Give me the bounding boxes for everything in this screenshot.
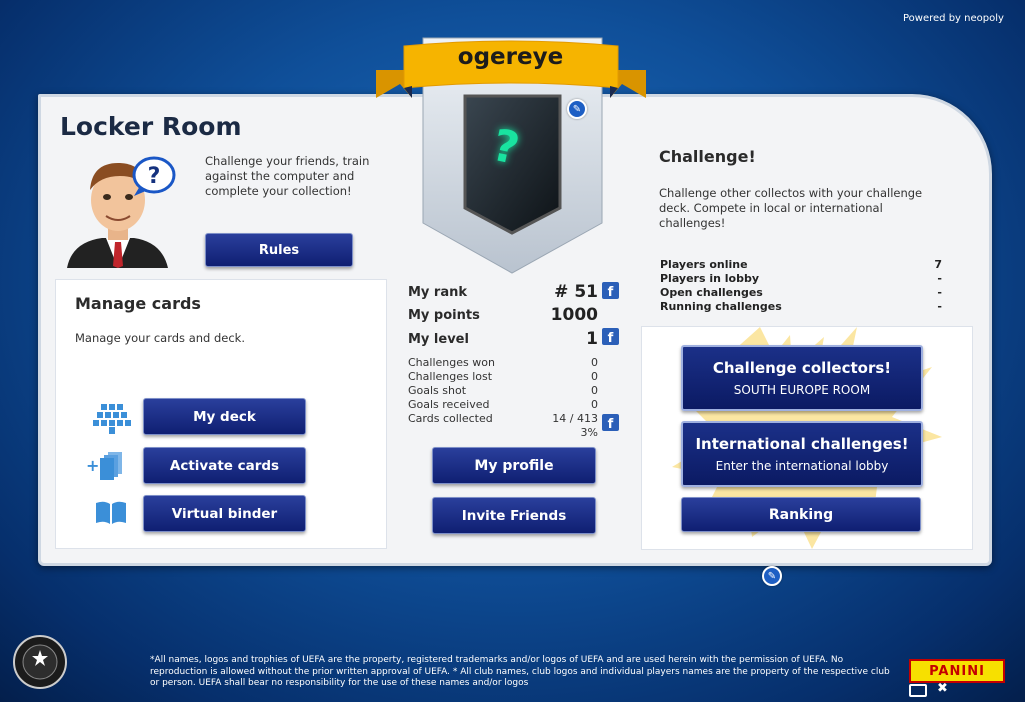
facebook-share-cards-icon[interactable]: f <box>602 414 619 431</box>
deck-grid-icon <box>92 404 132 434</box>
international-challenges-button[interactable] <box>681 421 923 487</box>
add-cards-icon <box>86 450 128 482</box>
facebook-share-rank-icon[interactable]: f <box>602 282 619 299</box>
running-challenges-row <box>660 300 942 314</box>
challenges-lost-value: 0 <box>591 370 598 383</box>
activate-cards-button[interactable]: Activate cards <box>143 447 306 484</box>
goals-received-label: Goals received <box>408 398 490 411</box>
question-mark-icon: ? <box>487 119 524 176</box>
players-online-value: 7 <box>934 258 942 271</box>
goals-received-value: 0 <box>591 398 598 411</box>
virtual-binder-button[interactable]: Virtual binder <box>143 495 306 532</box>
level-label: My level <box>408 332 469 347</box>
rules-button[interactable]: Rules <box>205 233 353 267</box>
svg-text:?: ? <box>147 164 161 189</box>
running-challenges-value: - <box>937 300 942 313</box>
edit-profile-icon[interactable]: ✎ <box>567 99 587 119</box>
level-value: 1 <box>586 329 598 349</box>
cards-collected-value: 14 / 413 <box>552 412 598 425</box>
panini-logo <box>909 659 1005 683</box>
fullscreen-icon[interactable] <box>909 684 927 697</box>
panini-logo-text: PANINI <box>929 663 985 679</box>
challenge-collectors-title: Challenge collectors! <box>712 359 892 377</box>
manage-cards-desc: Manage your cards and deck. <box>75 331 245 345</box>
uefa-licensed-product-logo <box>12 634 68 690</box>
stats-details-labels <box>408 356 495 426</box>
players-online-row <box>660 258 942 272</box>
cards-collected-label: Cards collected <box>408 412 493 425</box>
challenges-lost-label: Challenges lost <box>408 370 493 383</box>
points-value: 1000 <box>550 305 598 325</box>
rank-label: My rank <box>408 285 468 300</box>
username-label: ogereye <box>457 44 564 70</box>
edit-layout-icon[interactable]: ✎ <box>762 566 782 586</box>
open-challenges-label: Open challenges <box>660 286 763 299</box>
locker-intro-text: Challenge your friends, train against the computer and complete your collection! <box>205 154 370 198</box>
players-lobby-label: Players in lobby <box>660 272 760 285</box>
stats-details-values <box>520 356 598 440</box>
powered-by-text: Powered by neopoly <box>903 13 1004 24</box>
my-deck-button[interactable]: My deck <box>143 398 306 435</box>
cards-collected-percent: 3% <box>580 426 598 439</box>
binder-book-icon <box>94 500 128 526</box>
points-label: My points <box>408 308 480 323</box>
challenge-stats-table <box>660 258 942 314</box>
players-lobby-row <box>660 272 942 286</box>
challenges-won-value: 0 <box>591 356 598 369</box>
challenge-collectors-button[interactable] <box>681 345 923 411</box>
international-challenges-sub: Enter the international lobby <box>715 459 889 473</box>
manage-cards-title: Manage cards <box>75 294 201 313</box>
international-challenges-title: International challenges! <box>695 435 909 453</box>
page-title: Locker Room <box>60 112 242 141</box>
goals-shot-value: 0 <box>591 384 598 397</box>
challenge-desc: Challenge other collectos with your challenge deck. Compete in local or international challenges! <box>659 186 923 230</box>
legal-disclaimer: *All names, logos and trophies of UEFA are the property, registered trademarks and/or logos of UEFA and are used herein with the permission of UEFA. No reproduction is allowed without the prior written approval of UEFA. * All club names, club logos and individual players names are the property of the respective club or person. UEFA shall bear no responsibility for the use of these names and/or logos <box>150 655 890 688</box>
facebook-share-level-icon[interactable]: f <box>602 328 619 345</box>
invite-friends-button[interactable]: Invite Friends <box>432 497 596 534</box>
help-bubble-icon <box>130 156 176 198</box>
open-challenges-row <box>660 286 942 300</box>
players-online-label: Players online <box>660 258 748 271</box>
running-challenges-label: Running challenges <box>660 300 782 313</box>
ranking-button[interactable]: Ranking <box>681 497 921 532</box>
goals-shot-label: Goals shot <box>408 384 467 397</box>
challenges-won-label: Challenges won <box>408 356 495 369</box>
challenge-collectors-sub: SOUTH EUROPE ROOM <box>733 383 871 397</box>
open-challenges-value: - <box>937 286 942 299</box>
challenge-title: Challenge! <box>659 147 756 166</box>
svg-text:+: + <box>86 456 100 475</box>
my-profile-button[interactable]: My profile <box>432 447 596 484</box>
rank-value: # 51 <box>554 282 598 302</box>
players-lobby-value: - <box>937 272 942 285</box>
sound-toggle-icon[interactable]: ✖ <box>937 681 948 696</box>
